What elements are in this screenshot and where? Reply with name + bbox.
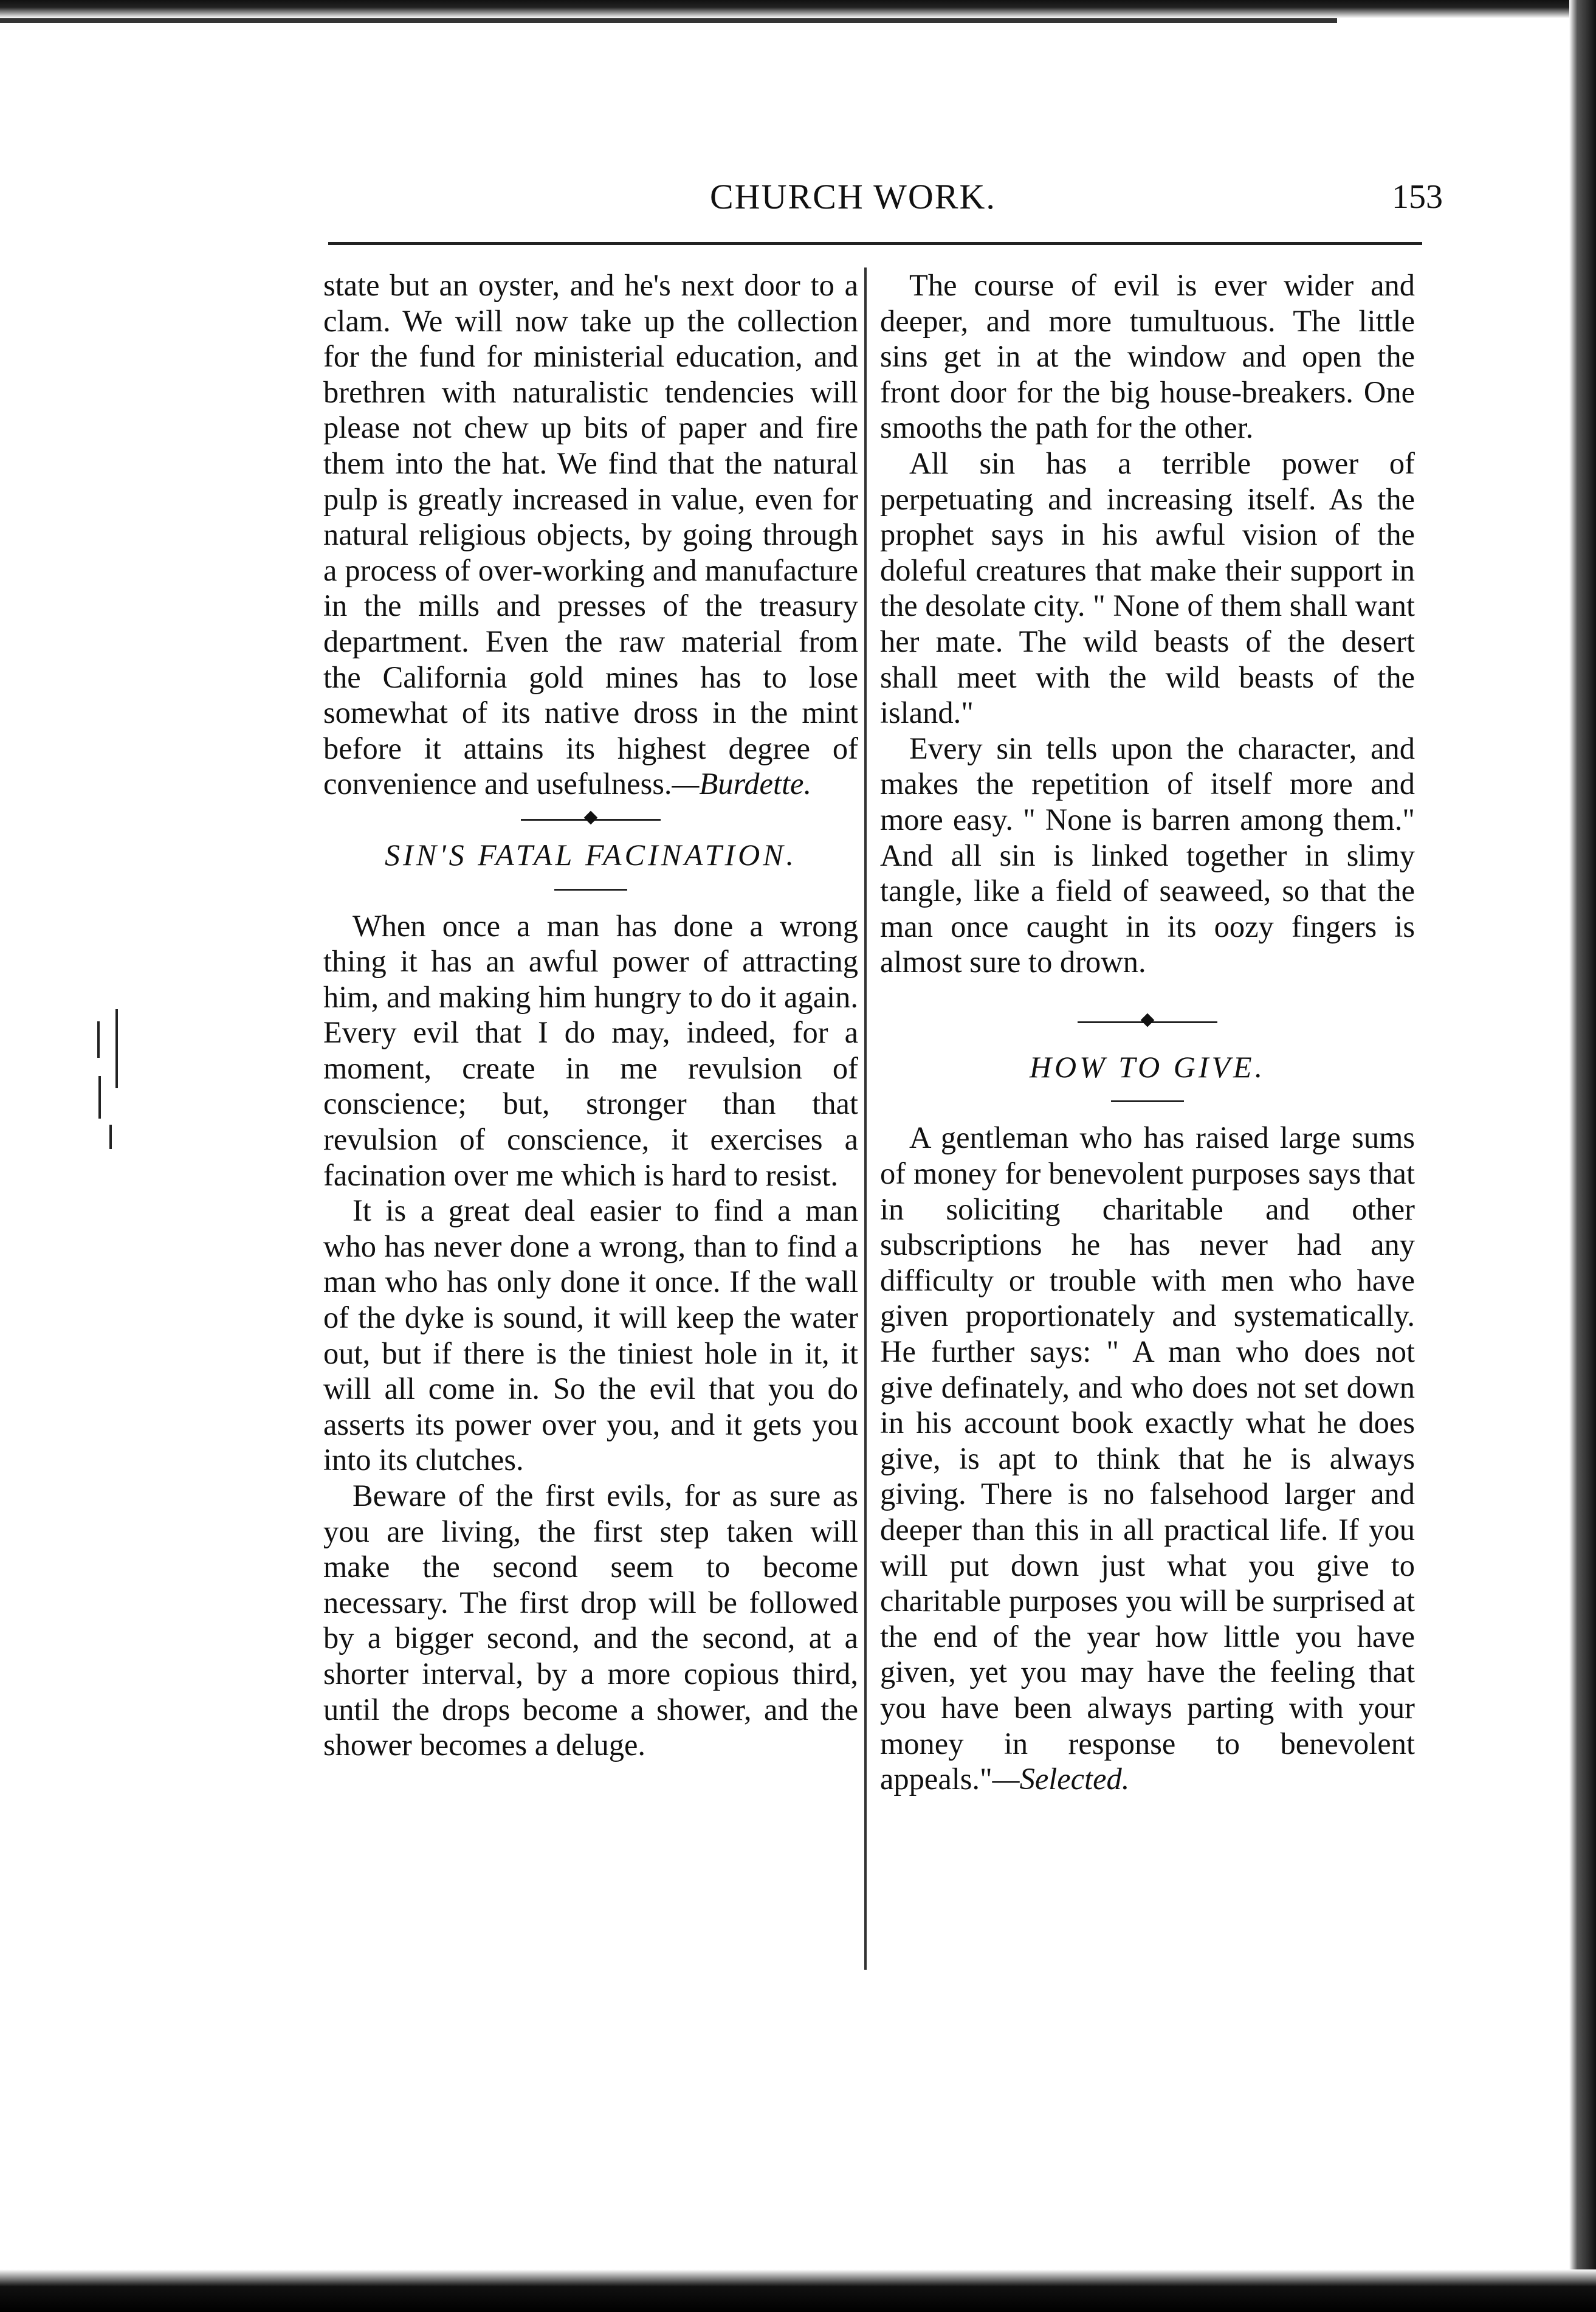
signature: —Selected. — [992, 1762, 1130, 1796]
running-title: CHURCH WORK. — [710, 177, 996, 216]
paragraph: The course of evil is ever wider and deeper, and more tumultuous. The little sins get in at the window and open the front door for the big house-breakers. One smooths the path for the other. — [880, 268, 1415, 445]
paragraph: Every sin tells upon the character, and makes the repetition of itself more and more easy. " None is barren among them." And all sin is linked together in slimy tangle, like a field of seaweed, so that the man once caught in its oozy fingers is almost sure to drown. — [880, 731, 1415, 979]
scan-edge-top-line — [0, 18, 1337, 23]
section-heading: HOW TO GIVE. — [1029, 1049, 1266, 1084]
scan-edge-bottom — [0, 2269, 1596, 2312]
paragraph-text: state but an oyster, and he's next door to a clam. We will now take up the collection for the fund for ministerial education, and brethren with naturalistic tendencies will please not chew up bits of paper and fire them into the hat. We find that the natural pulp is greatly increased in value, even for natural religious objects, by going through a process of over-working and manufacture in the mills and presses of the treasury department. Even the raw material from the California gold mines has to lose somewhat of its native dross in the mint before it attains its highest degree of convenience and usefulness. — [323, 268, 858, 801]
paragraph: Beware of the first evils, for as sure as you are living, the first step taken will make the second seem to become necessary. The first drop will be followed by a bigger second, and the second, at a shorter interval, by a more copious third, until the drops become a shower, and the shower becomes a deluge. — [323, 1479, 858, 1762]
section-heading: SIN'S FATAL FACINATION. — [384, 837, 797, 872]
paragraph-text: A gentleman who has raised large sums of money for benevolent purposes says that in soliciting charitable and other subscriptions he has never had any difficulty or trouble with men who have given proportionately and systematically. He further says: " A man who does not give definately, and who does not set down in his account book exactly what he does give, is apt to think that he is always giving. There is no falsehood larger and deeper than this in all practical life. If you will put down just what you give to charitable purposes you will be surprised at the end of the year how little you have given, yet you may have the feeling that you have been always parting with your money in response to benevolent appeals." — [880, 1120, 1415, 1796]
page-number: 153 — [1392, 178, 1443, 216]
signature: —Burdette. — [672, 767, 812, 801]
page-header — [316, 176, 1459, 225]
short-rule — [323, 873, 858, 908]
short-rule — [880, 1085, 1415, 1120]
right-column — [880, 267, 1415, 1797]
scan-edge-top — [0, 0, 1596, 18]
ornament-divider — [880, 1004, 1415, 1040]
column-divider — [864, 267, 867, 1970]
header-rule — [328, 242, 1422, 245]
paragraph: All sin has a terrible power of perpetuating and increasing itself. As the prophet says in his awful vision of the doleful creatures that make their support in the desolate city. " None of them shall want her mate. The wild beasts of the desert shall meet with the wild beasts of the island." — [880, 446, 1415, 730]
paragraph: When once a man has done a wrong thing it has an awful power of attracting him, and making him hungry to do it again. Every evil that I do may, indeed, for a moment, create in me revulsion of conscience; but, stronger than that revulsion of conscience, it exercises a facination over me which is hard to resist. — [323, 908, 858, 1192]
paragraph: It is a great deal easier to find a man who has never done a wrong, than to find a man who has only done it once. If the wall of the dyke is sound, it will keep the water out, but if there is the tiniest hole in it, it will all come in. So the evil that you do asserts its power over you, and it gets you into its clutches. — [323, 1193, 858, 1477]
paragraph — [323, 267, 858, 802]
ornament-divider — [323, 802, 858, 837]
scan-edge-right — [1569, 0, 1596, 2312]
paragraph — [880, 1120, 1415, 1796]
margin-marks — [91, 1009, 128, 1155]
left-column — [323, 267, 858, 1763]
